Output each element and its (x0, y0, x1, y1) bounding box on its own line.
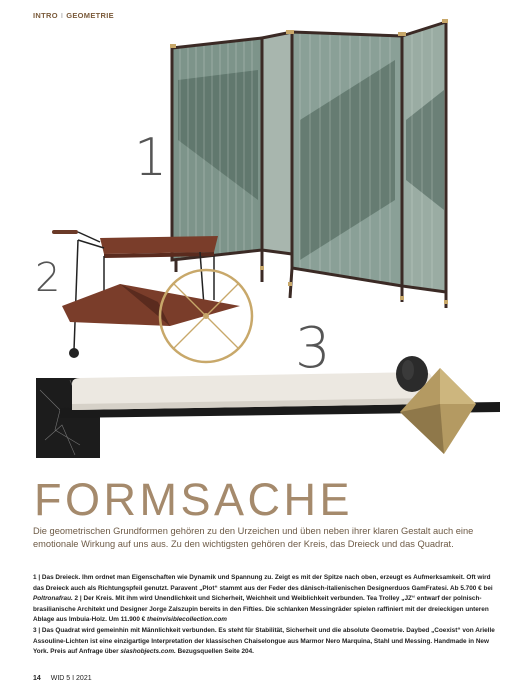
headline: FORMSACHE (34, 474, 354, 525)
number-two: 2 (35, 255, 61, 301)
section-separator: I (60, 11, 64, 20)
topic-label: GEOMETRIE (66, 11, 114, 20)
daybed-image (36, 356, 500, 458)
intro-text: Die geometrischen Grundformen gehören zu den Urzeichen und üben neben ihrer klaren Gestalt auch eine emotionale Wirkung auf uns aus. Zu den wichtigsten gehören der Kreis, das Dreieck und das Quadrat. (33, 526, 474, 549)
page-footer (33, 675, 92, 682)
sources-reference: Bezugsquellen Seite 204. (175, 648, 254, 656)
magazine-issue: WID 5 I 2021 (50, 675, 92, 682)
paravent-screen-image (170, 19, 448, 308)
brand-poltronafrau: Poltronafrau. (33, 595, 73, 603)
body-text (33, 573, 501, 658)
page-number: 14 (33, 675, 41, 682)
body-paragraph-1 (33, 573, 501, 626)
section-label: INTRO (33, 11, 58, 20)
site-theinvisiblecollection: theinvisiblecollection.com (147, 616, 227, 624)
body-text-1b: 2 | Der Kreis. Mit ihm wird Unendlichkeit und Sicherheit, Weichheit und Weiblichkeit verbunden. Tea Trolley „JZ“ entwarf der polnisch-brasilianische Architekt und Designer Jorge Zalszupin bereits in den Fifties. Die schlanken Messingräder spielen raffiniert mit der dreieckigen unteren Ablage aus Imbuia-Holz. Um 11.900 € (33, 595, 489, 624)
site-slashobjects: slashobjects.com. (120, 648, 176, 656)
body-paragraph-2 (33, 626, 501, 658)
body-text-2a: 3 | Das Quadrat wird gemeinhin mit Männlichkeit verbunden. Es steht für Stabilität, Sicherheit und die absolute Geometrie. Daybed „Coexist“ von Arielle Assouline-Lichten ist eine einzigartige Interpretation der klassischen Chaiselongue aus Marmor Nero Marquina, Stahl und Messing. Handmade in New York. Preis auf Anfrage über (33, 626, 495, 656)
body-text-1a: 1 | Das Dreieck. Ihm ordnet man Eigenschaften wie Dynamik und Spannung zu. Zeigt es mit der Spitze nach oben, erzeugt es Aufmerksamkeit. Oft wird das Dreieck auch als Richtungspfeil genutzt. Paravent „Plot“ stammt aus der Feder des dänisch-italienischen Designerduos GamFratesi. Ab 5.700 € bei (33, 574, 493, 592)
number-one: 1 (134, 128, 168, 188)
number-three: 3 (295, 316, 331, 381)
